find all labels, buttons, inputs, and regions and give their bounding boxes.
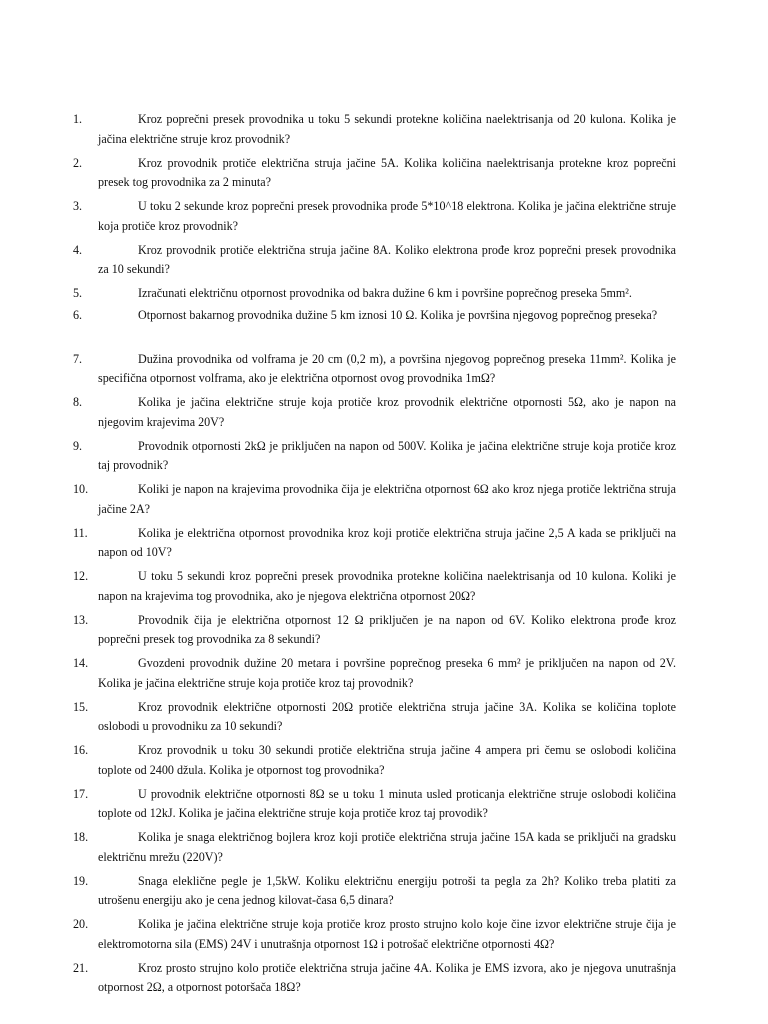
list-item — [0, 241, 768, 283]
list-item — [0, 480, 768, 522]
question-text: Gvozdeni provodnik dužine 20 metara i površine poprečnog preseka 6 mm² je priključen na napon od 2V. Kolika je jačina električne struje koja protiče kroz taj provodnik? — [98, 656, 676, 690]
question-text: Kroz provodnik električne otpornosti 20Ω protiče električna struja jačine 3A. Kolika se količina toplote oslobodi u provodniku za 10 sekundi? — [98, 699, 676, 733]
list-item — [0, 197, 768, 239]
question-number: 8. — [73, 395, 83, 409]
question-number: 17. — [73, 786, 89, 801]
list-item — [0, 698, 768, 740]
question-number: 15. — [73, 699, 89, 714]
question-number: 1. — [73, 112, 83, 126]
question-list — [0, 110, 768, 1002]
question-text: Kroz provodnik u toku 30 sekundi protiče električna struja jačine 4 ampera pri čemu se oslobodi količina toplote od 2400 džula. Kolika je otpornost tog provodnika? — [98, 743, 676, 777]
question-text: Izračunati električnu otpornost provodnika od bakra dužine 6 km i površine poprečnog preseka 5mm². — [138, 286, 632, 300]
question-number: 5. — [73, 286, 83, 300]
question-text: Kroz provodnik protiče električna struja jačine 5A. Kolika količina naelektrisanja protekne kroz poprečni presek tog provodnika za 2 minuta? — [98, 155, 676, 189]
question-text: Provodnik čija je električna otpornost 12 Ω priključen je na napon od 6V. Koliko elektrona prođe kroz poprečni presek tog provodnika za 8 sekundi? — [98, 612, 676, 646]
question-number: 12. — [73, 569, 89, 583]
question-text: Otpornost bakarnog provodnika dužine 5 km iznosi 10 Ω. Kolika je površina njegovog poprečnog preseka? — [138, 308, 658, 322]
question-number: 6. — [73, 308, 83, 322]
question-text: Koliki je napon na krajevima provodnika čija je električna otpornost 6Ω ako kroz njega protiče lektrična struja jačine 2A? — [98, 482, 676, 516]
question-number: 19. — [73, 873, 89, 888]
list-item — [0, 654, 768, 696]
question-number: 9. — [73, 438, 83, 453]
question-text: Kroz prosto strujno kolo protiče električna struja jačine 4A. Kolika je EMS izvora, ako je njegova unutrašnja otpornost 2Ω, a otpornost potoršača 18Ω? — [98, 960, 676, 994]
question-number: 20. — [73, 917, 89, 931]
question-text: Snaga eleklične pegle je 1,5kW. Koliku električnu energiju potroši ta pegla za 2h? Koliko treba platiti za utrošenu energiju ako je cena jednog kilovat-časa 6,5 dinara? — [98, 873, 676, 907]
list-item — [0, 611, 768, 653]
question-number: 4. — [73, 242, 83, 257]
list-item — [0, 567, 768, 609]
question-text: Dužina provodnika od volframa je 20 cm (0,2 m), a površina njegovog poprečnog preseka 11mm². Kolika je specifična otpornost volframa, ako je električna otpornost ovog provodnika 1mΩ? — [98, 351, 676, 385]
question-text: Provodnik otpornosti 2kΩ je priključen na napon od 500V. Kolika je jačina električne struje koja protiče kroz taj provodnik? — [98, 438, 676, 472]
question-text: Kroz poprečni presek provodnika u toku 5 sekundi protekne količina naelektrisanja od 20 kulona. Kolika je jačina električne struje kroz provodnik? — [98, 112, 676, 146]
question-text: Kolika je jačina električne struje koja protiče kroz provodnik električne otpornosti 5Ω, ako je napon na njegovim krajevima 20V? — [98, 395, 676, 429]
question-number: 14. — [73, 656, 89, 670]
question-number: 10. — [73, 482, 89, 496]
list-item — [0, 872, 768, 914]
question-number: 16. — [73, 743, 89, 757]
list-item — [0, 110, 768, 152]
question-text: Kolika je električna otpornost provodnika kroz koji protiče električna struja jačine 2,5 A kada se priključi na napon od 10V? — [98, 525, 676, 559]
question-text: U toku 5 sekundi kroz poprečni presek provodnika protekne količina naelektrisanja od 10 kulona. Koliki je napon na krajevima tog provodnika, ako je njegova električna otpornost 20Ω? — [98, 569, 676, 603]
question-text: Kolika je snaga električnog bojlera kroz koji protiče električna struja jačine 15A kada se priključi na gradsku električnu mrežu (220V)? — [98, 830, 676, 864]
question-number: 13. — [73, 612, 89, 627]
question-text: U toku 2 sekunde kroz poprečni presek provodnika prođe 5*10^18 elektrona. Kolika je jačina električne struje koja protiče kroz provodnik? — [98, 199, 676, 233]
list-item — [0, 306, 768, 348]
list-item — [0, 284, 768, 305]
question-number: 11. — [73, 525, 88, 540]
question-number: 21. — [73, 960, 89, 975]
list-item — [0, 350, 768, 392]
list-item — [0, 785, 768, 827]
question-text: Kroz provodnik protiče električna struja jačine 8A. Koliko elektrona prođe kroz poprečni presek provodnika za 10 sekundi? — [98, 242, 676, 276]
question-number: 2. — [73, 155, 83, 170]
list-item — [0, 437, 768, 479]
list-item — [0, 524, 768, 566]
list-item — [0, 915, 768, 957]
question-number: 7. — [73, 351, 83, 366]
question-number: 3. — [73, 199, 83, 213]
question-text: U provodnik električne otpornosti 8Ω se u toku 1 minuta usled proticanja električne struje oslobodi količina toplote od 12kJ. Kolika je jačina električne struje koja protiče kroz taj provodik? — [98, 786, 676, 820]
list-item — [0, 828, 768, 870]
question-number: 18. — [73, 830, 89, 844]
list-item — [0, 959, 768, 1001]
list-item — [0, 154, 768, 196]
list-item — [0, 741, 768, 783]
list-item — [0, 393, 768, 435]
question-text: Kolika je jačina električne struje koja protiče kroz prosto strujno kolo koje čine izvor električne struje čija je elektromotorna sila (EMS) 24V i unutrašnja otpornost 1Ω i potrošač električne otpornosti 4Ω? — [98, 917, 676, 951]
